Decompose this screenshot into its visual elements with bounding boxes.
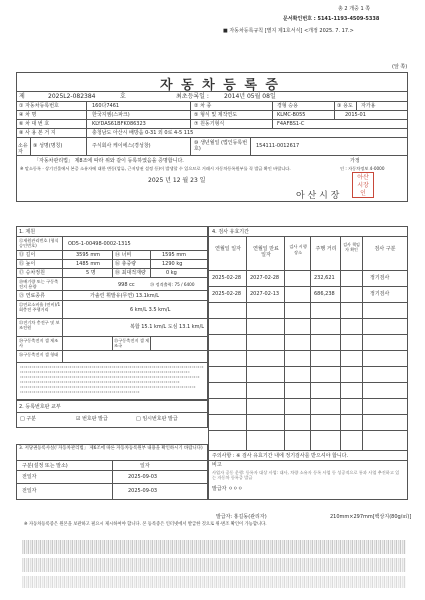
mortgage-row1-date: 2025-09-03 [128, 474, 158, 480]
issuer-name: 아 산 시 장 [296, 191, 340, 201]
gross-weight-label: ⑯ 총중량 [115, 261, 137, 267]
insp-row1-to: 2027-02-28 [250, 275, 280, 281]
notice-side: 가정 [350, 158, 360, 164]
reg-no-label: 제 [19, 93, 25, 100]
paper-spec: 210mm×297mm[백상지(80g/㎡)] [330, 514, 412, 520]
notice-side2: 인 : 자동차정보 4-0000 [340, 166, 385, 171]
spec-mgmt-value: OD5-1-00498-0002-1315 [68, 241, 131, 247]
length-label: ⑬ 길이 [19, 252, 36, 258]
barcode-band-2 [22, 558, 406, 572]
row1-label: ① 자동차등록번호 [19, 103, 59, 109]
page-info: 총 2 개중 1 쪽 [338, 6, 371, 12]
gross-weight-value: 1290 kg [162, 261, 183, 267]
insp-header-6: 검사 구분 [374, 246, 396, 252]
reg-no-suffix: 호 [120, 93, 126, 100]
rated-output: ⑳ 정격출력: 75 / 6400 [150, 282, 195, 287]
mortgage-title: 3. 저당권등록사실(「자동차관리법」 제6조에 따른 자동차등록원부 내용을 확인하시기 바랍니다) [19, 446, 203, 451]
height-value: 1485 mm [76, 261, 101, 267]
notice-line2: ※ 말소등록 · 상기건물에서 본증 소유자에 대한 변동(압류, 근저당권 설정 등)이 발생할 수 있으므로 거래시 자동차등록원부를 꼭 발급 확인 바랍니다. [20, 166, 291, 171]
issue-number: 문서확인번호 : 5141-1193-4509-5338 [283, 16, 380, 22]
inspection-title: 4. 검사 유효기간 [212, 229, 249, 235]
fuel-eff-label: ㉒연료소비율 (연비)/1회충전 주행거리 [19, 302, 61, 312]
footer-note: ※ 자동차등록증은 원본을 보관하고 필요시 제시하여야 합니다. 본 등록증은 인터넷에서 발급한 것으로 위·변조 확인이 가능합니다. [24, 522, 267, 527]
mortgage-col2: 일자 [140, 463, 150, 469]
plate-option-2: ☑ 번호판 발급 [76, 416, 108, 422]
insp-row2-type: 정기검사 [370, 291, 390, 297]
vin: KLYDAS61BFK086323 [92, 121, 146, 127]
displacement-value: 998 cc [118, 282, 135, 288]
official-seal: 아산 시장 인 [352, 172, 374, 198]
model-type: KLMC-B055 [277, 112, 306, 118]
registration-number: 160다7461 [92, 103, 120, 109]
mortgage-row2-date: 2025-09-03 [128, 488, 158, 494]
row2-label: ④ 차 명 [19, 112, 37, 118]
cell-form-label: ㉖구동축전지 셀 형태 [19, 352, 59, 357]
owner-name: 주식회사 케이에스(경성창) [92, 143, 151, 149]
owner-id-label: ⑩ 생년월일 (법인등록번호) [194, 140, 248, 152]
vehicle-name: 한국지엠(스파크) [92, 112, 130, 118]
row3-label: ⑥ 차 대 번 호 [19, 121, 50, 127]
fuel-value: 가솔린 휘발유(무연) 13.1km/L [90, 293, 160, 299]
vehicle-type: 경형 승용 [277, 103, 298, 109]
row1-label2: ② 차 종 [194, 103, 212, 109]
width-value: 1595 mm [162, 252, 187, 258]
cell-country-label: ㉕구동축전지 셀 제조국 [114, 338, 150, 348]
height-label: ⑮ 높이 [19, 261, 36, 267]
insp-row2-to: 2027-02-13 [250, 291, 280, 297]
capacity-label: ⑰ 승차정원 [19, 270, 45, 276]
notice-line1: 「자동차관리법」 제8조에 따라 위와 같이 등록하였음을 증명합니다. [34, 158, 184, 164]
issue-date: 2025 년 12 월 23 일 [148, 177, 206, 184]
insp-header-1: 연월일 일자 [215, 246, 241, 252]
insp-header-5: 검사 책임자 확인 [343, 242, 360, 252]
side-mark: (앞 쪽) [392, 64, 408, 70]
mortgage-col1: 구분(설정 또는 말소) [22, 463, 68, 469]
row4-label: ⑧ 사 용 본 거 지 [19, 130, 56, 136]
max-load-value: 0 kg [166, 270, 177, 276]
row2-label2: ⑤ 형식 및 제작연도 [194, 112, 238, 118]
row3-label2: ⑦ 원동기형식 [194, 121, 225, 127]
owner-id: 154111-0012617 [256, 143, 300, 149]
width-label: ⑭ 너비 [115, 252, 132, 258]
cell-maker-label: ㉔구동축전지 셀 제조사 [19, 338, 59, 348]
fuel-label: ㉑ 연료종류 [19, 293, 45, 299]
law-reference: ■ 자동차등록규칙 [별지 제1호서식] <개정 2025. 7. 17.> [223, 28, 354, 34]
mortgage-row1-type: 전일자 [22, 474, 37, 480]
insp-header-3: 검사 시행 장소 [289, 244, 307, 255]
owner-name-label: ⑨ 성명(명칭) [33, 143, 63, 149]
reg-no-value: 2025L2-082384 [48, 93, 96, 100]
issuer-note: 발급자: 홍길동(관리자) [216, 514, 267, 520]
insp-remark-label: 비고 [212, 462, 222, 468]
insp-header-2: 연월일 만료 일자 [253, 246, 279, 258]
insp-row1-mileage: 232,621 [314, 275, 335, 281]
insp-row2-mileage: 686,238 [314, 291, 335, 297]
insp-note: 주의사항 : ※ 검사 유효기간 내에 정기검사를 받으셔야 합니다. [212, 453, 349, 459]
capacity-value: 5 명 [86, 270, 96, 276]
insp-row1-from: 2025-02-28 [212, 275, 242, 281]
insp-row2-from: 2025-02-28 [212, 291, 242, 297]
displacement-label: ⑲배기량 또는 구동축전지 용량 [19, 279, 59, 289]
first-reg-value: 2014년 05월 08일 [224, 93, 276, 100]
spec-title: 1. 제원 [19, 229, 36, 235]
plate-option-1: □ 구분 [20, 416, 36, 422]
barcode-band-1 [22, 540, 406, 554]
owner-side-label: 소유자 [18, 143, 28, 155]
vehicle-usage: 자가용 [361, 103, 376, 109]
barcode-band-3 [22, 576, 406, 588]
fuel-eff-value: 6 km/L 3.5 km/L [130, 307, 171, 313]
page-title: 자 동 차 등 록 증 [160, 78, 280, 93]
first-reg-label: 최초등록일 : [176, 93, 209, 100]
insp-remark-detail: 사업자 공동 운행: 등록자 대상 사업: 대사, 차량 소유자 등록 사업 등 성공적으로 통과 사업 추진하고 있는 자동차 등록증 발급 [212, 470, 400, 480]
model-year: 2015-01 [345, 112, 366, 118]
base-location: 충청남도 아산시 배방읍 0-31 외 0로 4-5 115 [92, 130, 194, 136]
plate-option-3: □ 임시번호판 발급 [136, 416, 178, 422]
max-load-label: ⑱ 최대적재량 [115, 270, 146, 276]
charger-value: 복합 15.1 km/L 도심 13.1 km/L [130, 324, 205, 330]
engine-type: F4AFBS1-C [277, 121, 305, 127]
row1-label3: ③ 용도 [337, 103, 353, 109]
insp-row1-type: 정기검사 [370, 275, 390, 281]
insp-header-4: 주행 거리 [315, 246, 337, 252]
insp-issuer: 발급자 ㅇㅇㅇ [212, 486, 243, 492]
length-value: 3595 mm [76, 252, 101, 258]
charger-label: ㉓전기차 충전구 및 보조전원 [19, 320, 60, 330]
spec-mgmt-label: ⑫제원관리번호 (형식승인번호) [19, 238, 59, 248]
plate-title: 2. 등록번호판 교부 [19, 404, 61, 410]
mortgage-row2-type: 전일자 [22, 488, 37, 494]
